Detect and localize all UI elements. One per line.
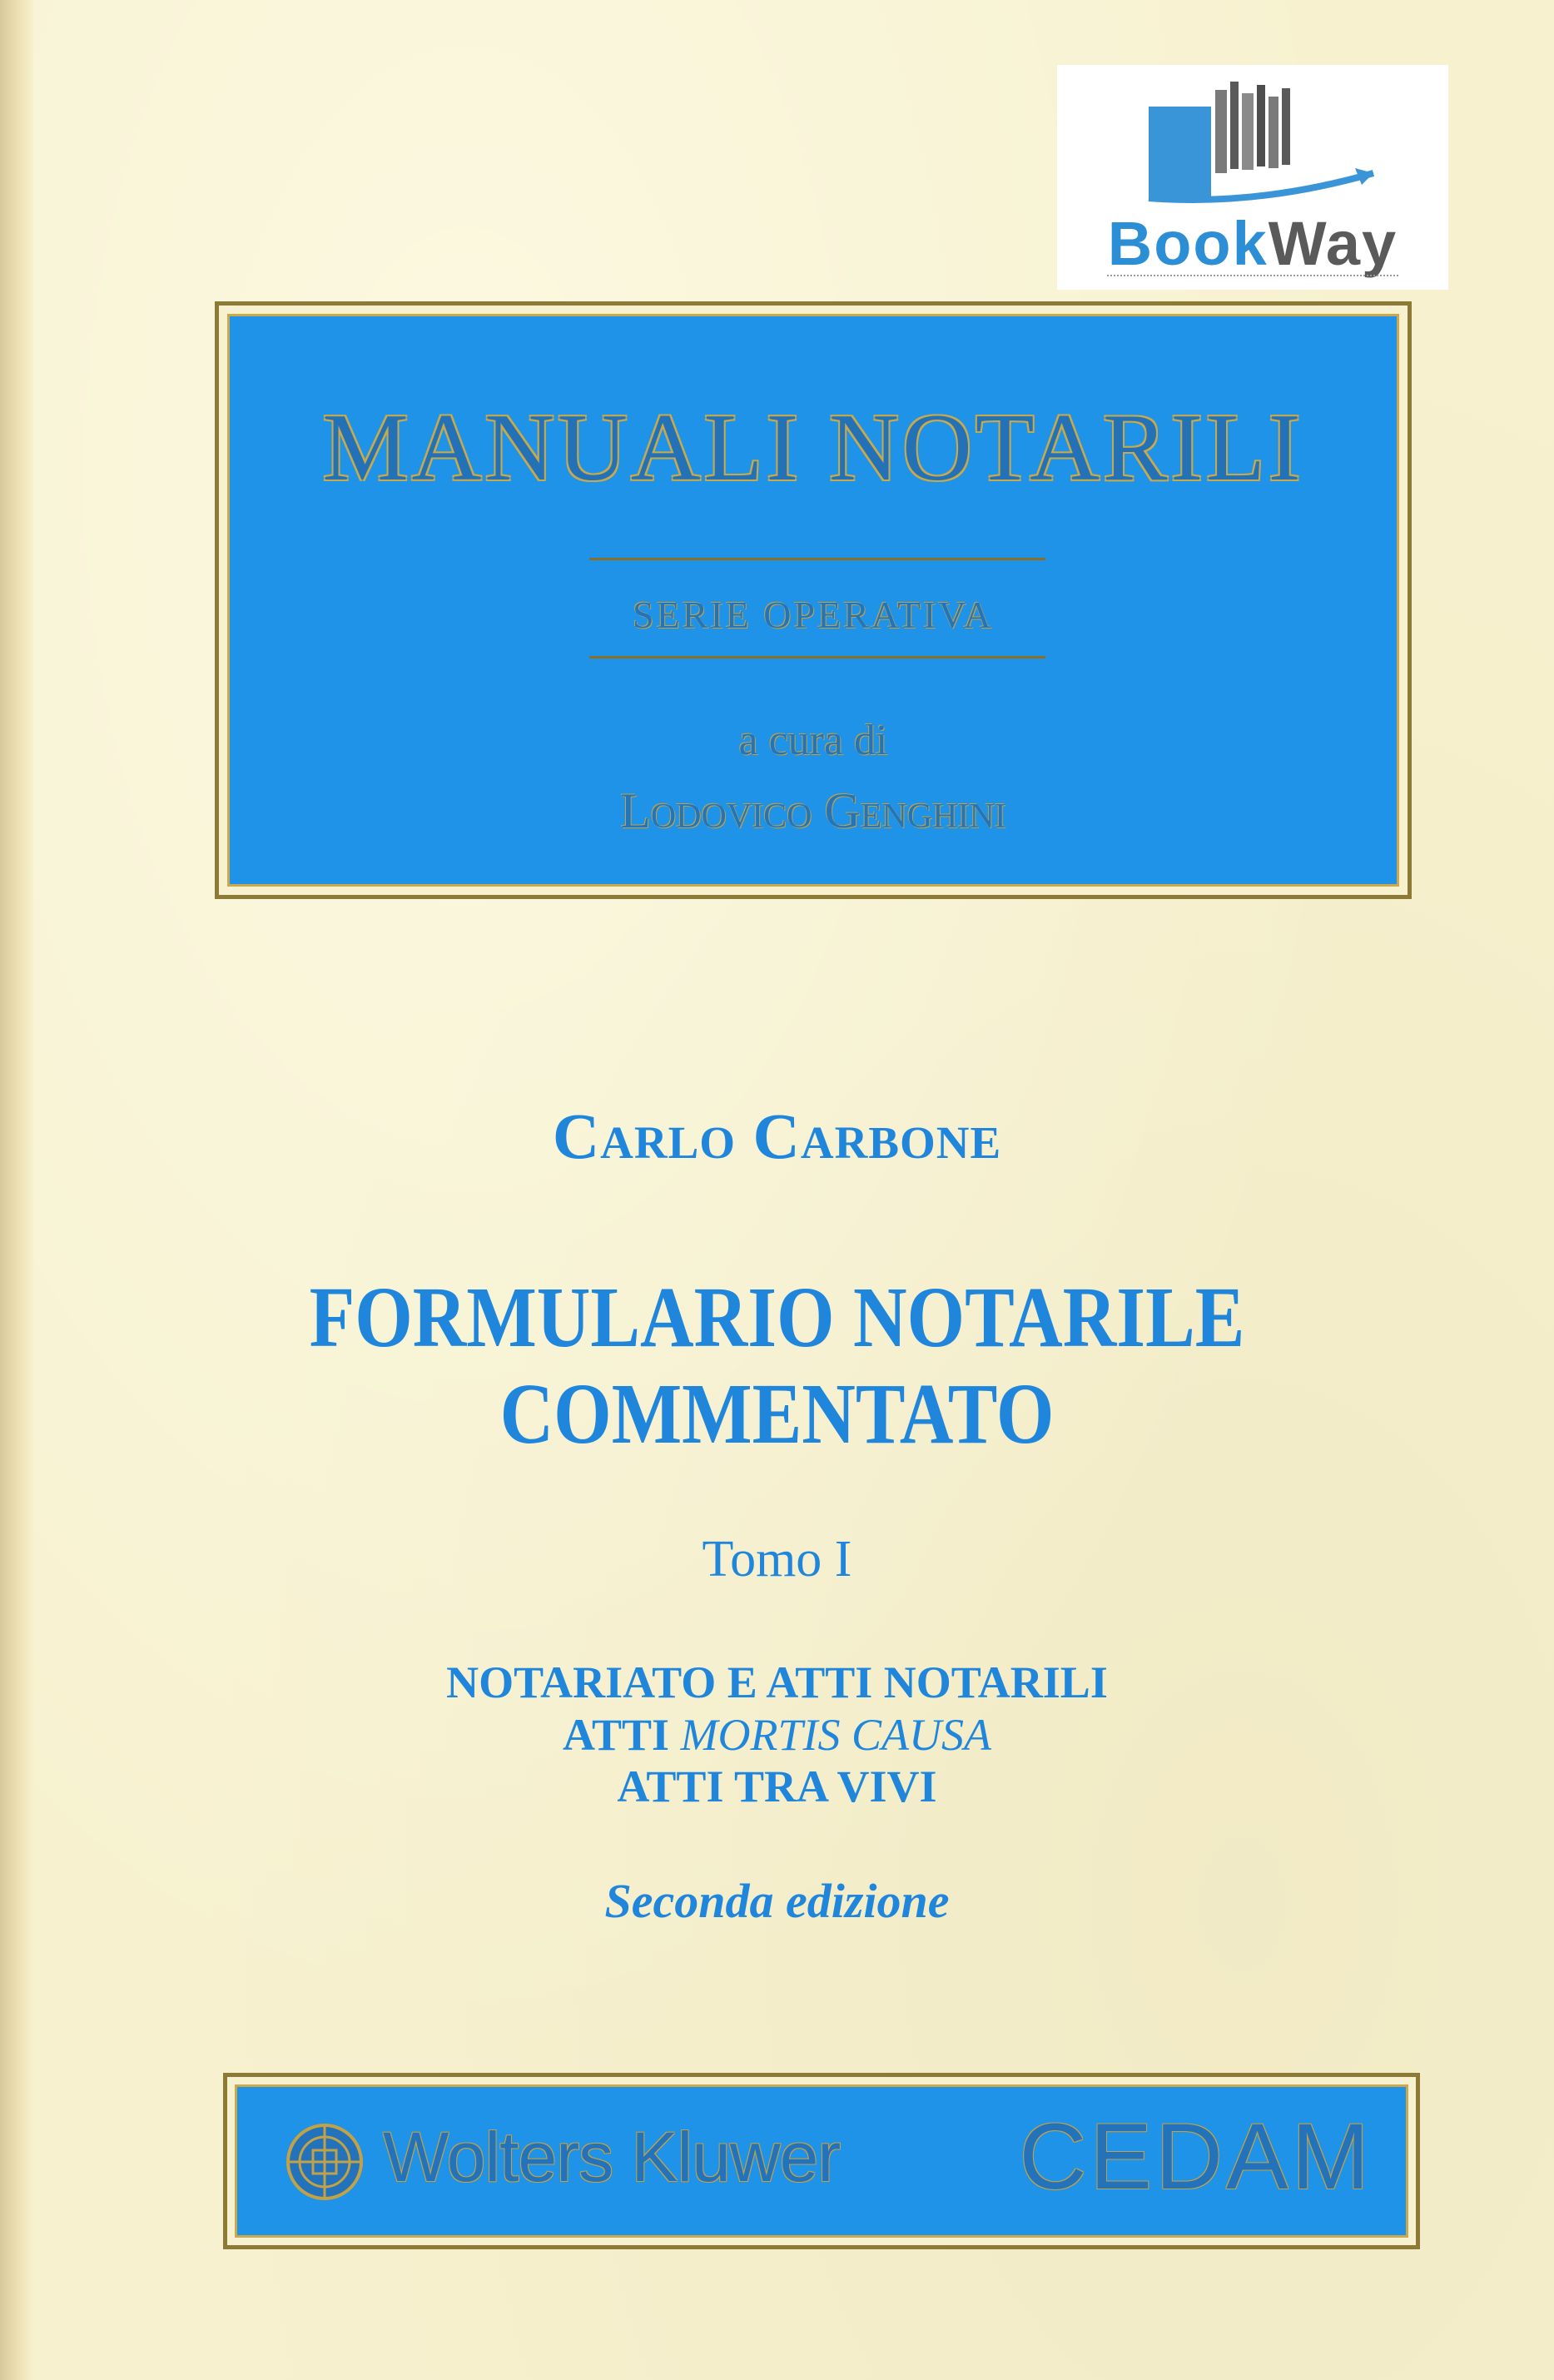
book-title-line1: FORMULARIO NOTARILE xyxy=(309,1269,1245,1365)
topic-line-1: NOTARIATO E ATTI NOTARILI xyxy=(446,1657,1108,1707)
bookway-word-book: Book xyxy=(1107,209,1269,278)
series-divider-bottom xyxy=(589,656,1045,658)
bookway-watermark xyxy=(1057,65,1448,290)
topic-line-2 xyxy=(0,1709,1554,1761)
bookway-word-way: Way xyxy=(1268,209,1398,278)
publisher-panel-inner xyxy=(235,2084,1408,2238)
bookway-wordmark xyxy=(1057,209,1448,278)
globe-icon xyxy=(283,2120,366,2204)
series-subtitle: SERIE OPERATIVA xyxy=(633,594,994,636)
series-panel-inner xyxy=(227,314,1399,887)
book-author: Carlo Carbone xyxy=(552,1100,1002,1172)
publisher-imprint: CEDAM xyxy=(1019,2104,1373,2209)
publisher-name: Wolters Kluwer xyxy=(383,2118,841,2196)
series-title: MANUALI NOTARILI xyxy=(322,395,1304,501)
topic-line-2-italic: MORTIS CAUSA xyxy=(680,1709,991,1760)
bookway-tagline-line xyxy=(1107,275,1398,280)
book-edition: Seconda edizione xyxy=(604,1874,950,1928)
topic-line-3: ATTI TRA VIVI xyxy=(617,1761,937,1812)
publisher-panel xyxy=(223,2073,1420,2249)
curated-by-label: a cura di xyxy=(738,717,888,764)
bookshelf-arrow-icon xyxy=(1132,82,1382,206)
series-curator: Lodovico Genghini xyxy=(620,783,1006,838)
topic-line-2-prefix: ATTI xyxy=(562,1709,681,1760)
series-panel xyxy=(215,301,1412,899)
cover-edge xyxy=(0,0,33,2380)
book-title-line2: COMMENTATO xyxy=(499,1366,1055,1463)
book-topics xyxy=(0,1657,1554,1813)
book-title xyxy=(109,1269,1446,1463)
series-divider-top xyxy=(589,558,1045,560)
book-volume: Tomo I xyxy=(702,1531,852,1587)
